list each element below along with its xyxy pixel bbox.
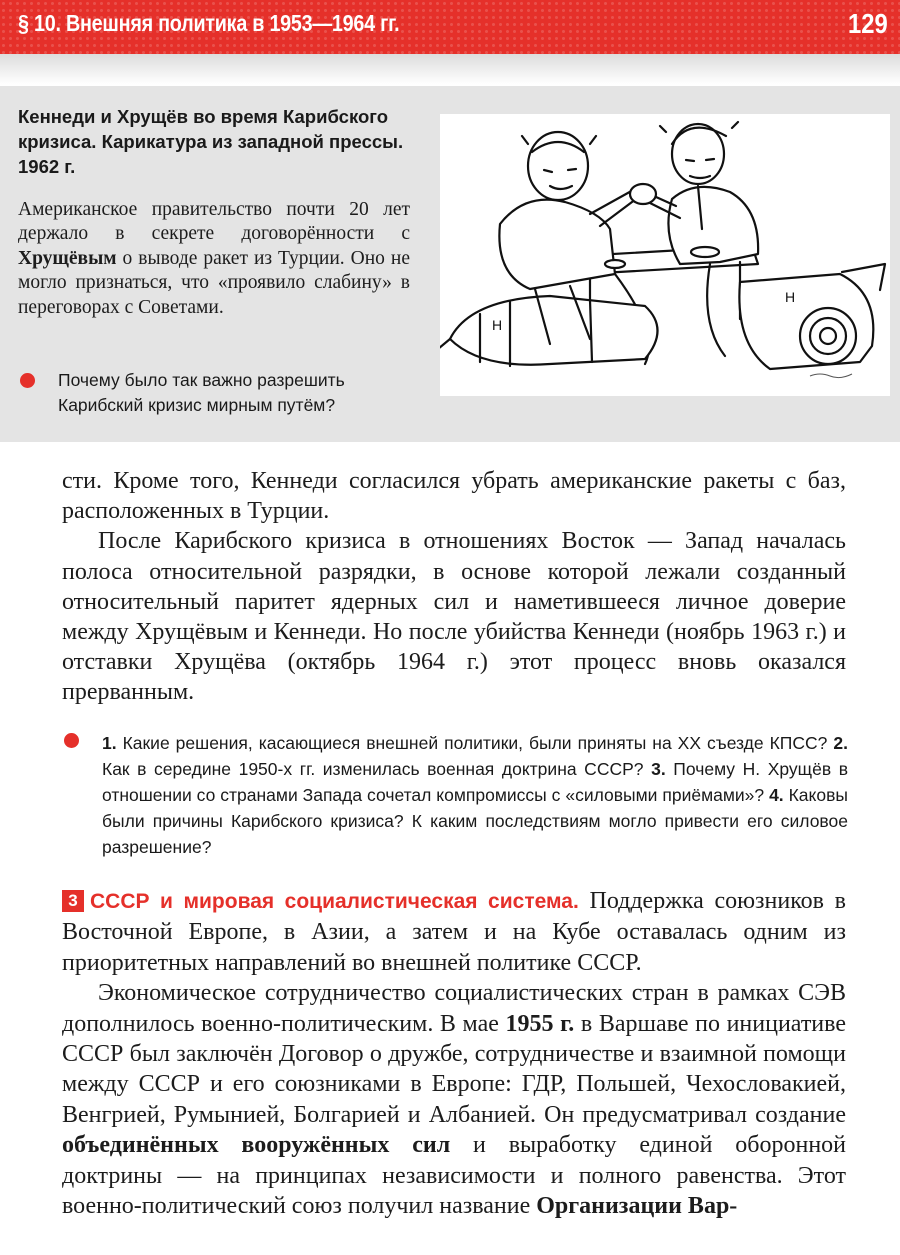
header-divider — [0, 54, 900, 84]
section-number-badge: 3 — [62, 890, 84, 912]
illustration-note: Американское правительство почти 20 лет держало в секрете договорённости с Хрущёвым о выводе ракет из Турции. Оно не могло признаться, что «проявило слабину» в переговорах с Советами. — [18, 199, 410, 318]
paragraph: После Карибского кризиса в отношениях Восток — Запад началась полоса относительной разрядки, в основе которой лежали созданный относительный паритет ядерных сил и наметившееся личное доверие между Хрущёвым и Кеннеди. Но после убийства Кеннеди (ноябрь 1963 г.) и отставки Хрущёва (октябрь 1964 г.) этот процесс вновь оказался прерванным. — [62, 528, 846, 706]
paragraph: 3 СССР и мировая социалистическая система. Поддержка союзников в Восточной Европе, в Азии, а затем и на Кубе оставалась одним из приоритетных направлений во внешней политике СССР. — [62, 888, 846, 976]
page-header — [0, 0, 900, 54]
cartoon-image — [440, 114, 890, 396]
questions-marker-icon — [64, 733, 79, 748]
main-text — [62, 466, 846, 708]
chapter-title: § 10. Внешняя политика в 1953—1964 гг. — [18, 10, 400, 36]
section-title: СССР и мировая социалистическая система. — [90, 890, 579, 913]
illustration-caption: Кеннеди и Хрущёв во время Карибского кризиса. Карикатура из западной прессы. 1962 г. — [18, 106, 404, 177]
svg-text:H: H — [785, 289, 796, 305]
question-marker-icon — [20, 373, 35, 388]
paragraph: сти. Кроме того, Кеннеди согласился убрать американские ракеты с баз, расположенных в Турции. — [62, 468, 846, 525]
illustration-question: Почему было так важно разрешить Карибский кризис мирным путём? — [58, 370, 345, 415]
page-number: 129 — [848, 8, 888, 39]
bold-term: Хрущёвым — [18, 247, 117, 269]
review-questions: 1. Какие решения, касающиеся внешней политики, были приняты на XX съезде КПСС? 2. Как в середине 1950-х гг. изменилась военная доктрина СССР? 3. Почему Н. Хрущёв в отношении со странами Запада сочетал компромиссы с «силовыми приёмами»? 4. Каковы были причины Карибского кризиса? К каким последствиям могло привести его силовое разрешение? — [102, 733, 848, 857]
svg-text:H: H — [492, 317, 503, 333]
section-3 — [62, 886, 846, 1221]
paragraph: Экономическое сотрудничество социалистических стран в рамках СЭВ дополнилось военно-политическим. В мае 1955 г. в Варшаве по инициативе СССР был заключён Договор о дружбе, сотрудничестве и взаимной помощи между СССР и его союзниками в Европе: ГДР, Польшей, Чехословакией, Венгрией, Румынией, Болгарией и Албанией. Он предусматривал создание объединённых вооружённых сил и выработку единой оборонной доктрины — на принципах независимости и полного равенства. Этот военно-политический союз получил название Организации Вар- — [62, 980, 847, 1220]
